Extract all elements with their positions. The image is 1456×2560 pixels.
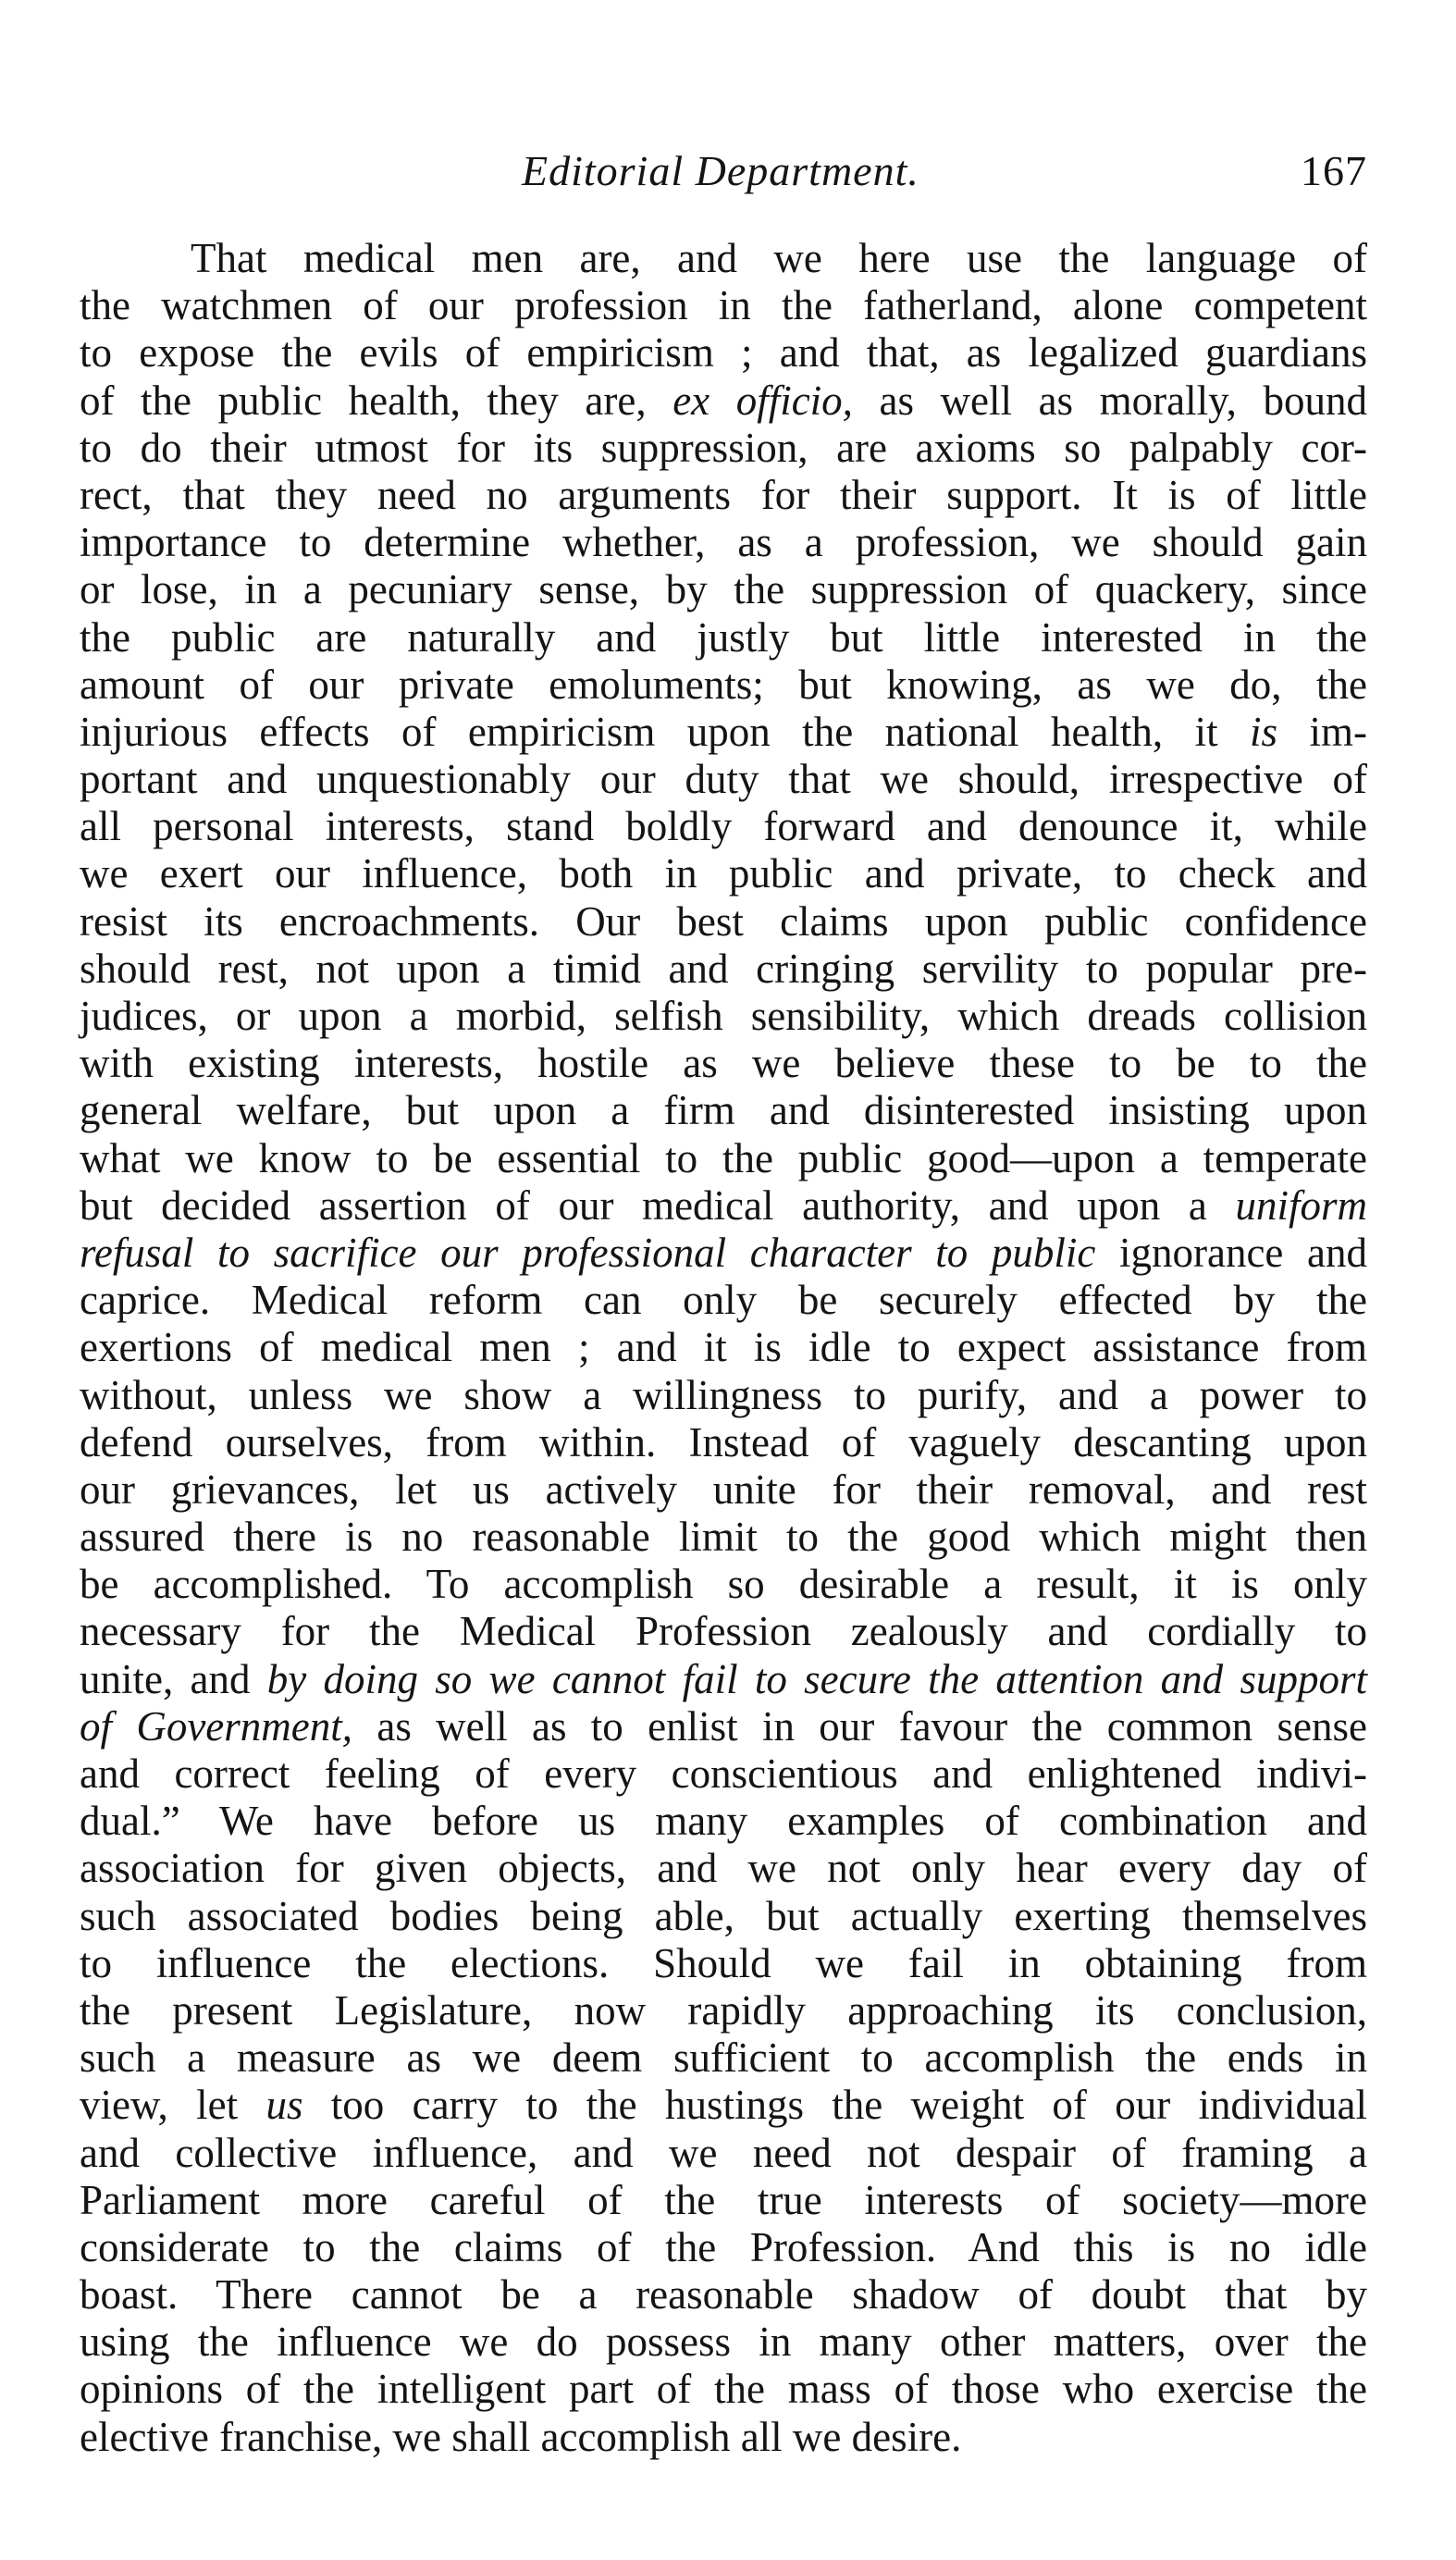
- text-line: [80, 1372, 1367, 1419]
- text-segment: exertions of medical men ; and it is idle to expect assistance from: [80, 1324, 1367, 1371]
- text-segment: association for given objects, and we not only hear every day of: [80, 1845, 1367, 1892]
- text-line: [80, 519, 1367, 566]
- text-segment: unite, and: [80, 1655, 267, 1702]
- text-segment: considerate to the claims of the Profession. And this is no idle: [80, 2223, 1367, 2270]
- text-segment: dual.” We have before us many examples of combination and: [80, 1798, 1367, 1845]
- text-line: [80, 1893, 1367, 1940]
- text-line: [80, 1703, 1367, 1750]
- text-line: [80, 425, 1367, 472]
- text-line: [80, 2082, 1367, 2129]
- text-segment: caprice. Medical reform can only be securely effected by the: [80, 1277, 1367, 1324]
- text-segment: but decided assertion of our medical authority, and upon a: [80, 1181, 1236, 1229]
- text-line: [80, 709, 1367, 756]
- text-line: [80, 2177, 1367, 2224]
- text-line: [80, 1561, 1367, 1608]
- text-segment: such a measure as we deem sufficient to accomplish the ends in: [80, 2034, 1367, 2082]
- text-line: [80, 1135, 1367, 1182]
- text-line: [80, 946, 1367, 993]
- text-segment: ignorance and: [1095, 1229, 1367, 1276]
- text-segment: assured there is no reasonable limit to the good which might then: [80, 1514, 1367, 1561]
- italic-text: us: [265, 2082, 303, 2129]
- running-title: Editorial Department.: [522, 147, 919, 194]
- text-segment: importance to determine whether, as a profession, we should gain: [80, 519, 1367, 566]
- text-line: [80, 993, 1367, 1040]
- text-segment: amount of our private emoluments; but knowing, as we do, the: [80, 661, 1367, 708]
- text-line: [80, 1656, 1367, 1703]
- text-line: [80, 850, 1367, 897]
- text-line: [80, 1798, 1367, 1845]
- text-line: [80, 1230, 1367, 1277]
- text-segment: the public are naturally and justly but little interested in the: [80, 613, 1367, 661]
- text-segment: the watchmen of our profession in the fatherland, alone competent: [80, 282, 1367, 329]
- text-line: [80, 1419, 1367, 1466]
- text-segment: That medical men are, and we here use the language of: [191, 235, 1367, 281]
- text-segment: im-: [1277, 708, 1367, 755]
- text-line: [80, 2319, 1367, 2366]
- text-segment: the present Legislature, now rapidly approaching its conclusion,: [80, 1986, 1367, 2034]
- text-segment: as well as to enlist in our favour the common sense: [352, 1702, 1367, 1750]
- italic-text: uniform: [1235, 1181, 1367, 1229]
- text-line: [80, 472, 1367, 519]
- text-segment: to do their utmost for its suppression, are axioms so palpably cor-: [80, 424, 1367, 471]
- text-line: [80, 756, 1367, 803]
- text-segment: what we know to be essential to the public good—upon a temperate: [80, 1134, 1367, 1181]
- text-line: [80, 1608, 1367, 1655]
- text-segment: such associated bodies being able, but actually exerting themselves: [80, 1892, 1367, 1939]
- italic-text: by doing so we cannot fail to secure the attention and support: [266, 1655, 1367, 1702]
- text-segment: of the public health, they are,: [80, 377, 673, 424]
- text-line: [80, 329, 1367, 377]
- text-line: [80, 662, 1367, 709]
- text-segment: boast. There cannot be a reasonable shadow of doubt that by: [80, 2271, 1367, 2319]
- text-segment: and correct feeling of every conscientious and enlightened indivi-: [80, 1750, 1367, 1797]
- text-segment: be accomplished. To accomplish so desirable a result, it is only: [80, 1561, 1367, 1608]
- text-line: [80, 898, 1367, 946]
- text-line: [80, 1277, 1367, 1324]
- text-line: [80, 614, 1367, 662]
- text-line: [80, 566, 1367, 613]
- text-line: [80, 1987, 1367, 2034]
- text-line: [80, 2130, 1367, 2177]
- text-segment: our grievances, let us actively unite for their removal, and rest: [80, 1466, 1367, 1513]
- text-line: [80, 2414, 1367, 2461]
- text-segment: injurious effects of empiricism upon the national health, it: [80, 708, 1251, 755]
- text-line: [80, 235, 1367, 282]
- text-line: [80, 1750, 1367, 1798]
- text-line: [80, 2224, 1367, 2271]
- text-segment: should rest, not upon a timid and cringing servility to popular pre-: [80, 945, 1367, 992]
- text-segment: with existing interests, hostile as we believe these to be to the: [80, 1040, 1367, 1087]
- text-line: [80, 1087, 1367, 1134]
- text-segment: resist its encroachments. Our best claims upon public confidence: [80, 897, 1367, 945]
- text-line: [80, 1040, 1367, 1087]
- text-segment: we exert our influence, both in public and private, to check and: [80, 850, 1367, 897]
- text-line: [80, 1845, 1367, 1892]
- italic-text: ex officio,: [672, 377, 853, 424]
- text-segment: to influence the elections. Should we fail in obtaining from: [80, 1939, 1367, 1986]
- text-line: [80, 2271, 1367, 2319]
- text-segment: general welfare, but upon a firm and disinterested insisting upon: [80, 1087, 1367, 1134]
- text-segment: Parliament more careful of the true interests of society—more: [80, 2176, 1367, 2223]
- text-line: [80, 377, 1367, 425]
- text-segment: too carry to the hustings the weight of our individual: [302, 2082, 1368, 2129]
- text-segment: view, let: [80, 2082, 266, 2129]
- text-line: [80, 2366, 1367, 2413]
- text-segment: using the influence we do possess in many other matters, over the: [80, 2319, 1367, 2366]
- text-segment: elective franchise, we shall accomplish all we desire.: [80, 2413, 962, 2460]
- running-head: [80, 139, 1367, 204]
- text-segment: as well as morally, bound: [852, 377, 1367, 424]
- text-line: [80, 1324, 1367, 1371]
- text-line: [80, 1514, 1367, 1561]
- text-line: [80, 1940, 1367, 1987]
- italic-text: of Government,: [80, 1702, 353, 1750]
- text-segment: and collective influence, and we need not despair of framing a: [80, 2129, 1367, 2176]
- text-line: [80, 2034, 1367, 2082]
- text-segment: defend ourselves, from within. Instead of vaguely descanting upon: [80, 1418, 1367, 1466]
- body-paragraph: [80, 235, 1367, 2461]
- page-number: 167: [1301, 147, 1367, 194]
- text-line: [80, 1182, 1367, 1230]
- text-segment: judices, or upon a morbid, selfish sensibility, which dreads collision: [80, 993, 1367, 1039]
- text-line: [80, 1466, 1367, 1514]
- text-line: [80, 282, 1367, 329]
- text-segment: or lose, in a pecuniary sense, by the suppression of quackery, since: [80, 566, 1367, 613]
- text-segment: opinions of the intelligent part of the mass of those who exercise the: [80, 2366, 1367, 2413]
- text-segment: without, unless we show a willingness to purify, and a power to: [80, 1371, 1367, 1418]
- text-segment: portant and unquestionably our duty that we should, irrespective of: [80, 756, 1367, 803]
- text-line: [80, 803, 1367, 850]
- text-segment: to expose the evils of empiricism ; and that, as legalized guardians: [80, 329, 1367, 377]
- text-segment: rect, that they need no arguments for their support. It is of little: [80, 471, 1367, 518]
- book-page: [80, 139, 1367, 2461]
- italic-text: refusal to sacrifice our professional character to public: [80, 1229, 1096, 1276]
- italic-text: is: [1250, 708, 1278, 755]
- text-segment: necessary for the Medical Profession zealously and cordially to: [80, 1608, 1367, 1655]
- text-segment: all personal interests, stand boldly forward and denounce it, while: [80, 803, 1367, 850]
